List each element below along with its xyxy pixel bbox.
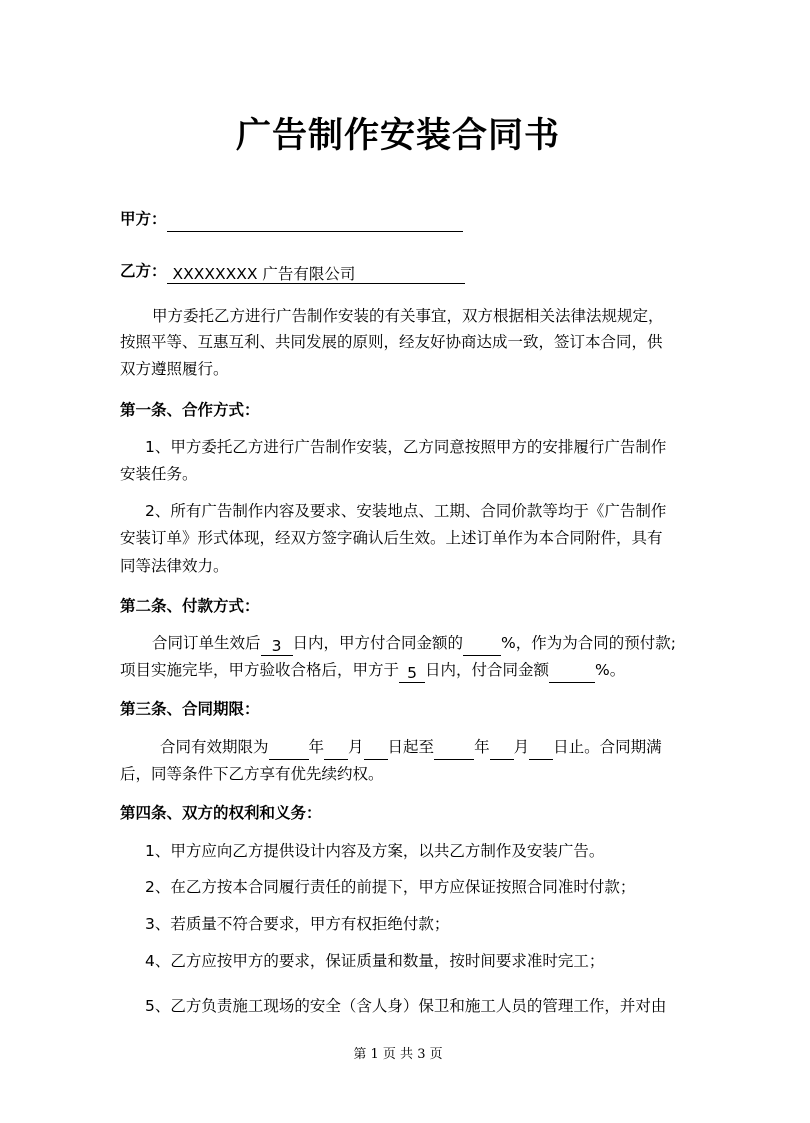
final-days-field: 5 <box>399 664 425 683</box>
section-1-item-2-line-2: 安装订单》形式体现，经双方签字确认后生效。上述订单作为本合同附件，具有 <box>120 529 663 547</box>
term-text-from: 日起至 <box>387 738 435 756</box>
section-2-heading: 第二条、付款方式： <box>120 597 260 615</box>
start-month-unit: 月 <box>348 738 364 756</box>
section-3-heading: 第三条、合同期限： <box>120 700 260 718</box>
section-4-item-1: 1、甲方应向乙方提供设计内容及方案，以共乙方制作及安装广告。 <box>145 842 605 860</box>
advance-days-field: 3 <box>261 637 293 656</box>
intro-line-3: 双方遵照履行。 <box>120 360 229 378</box>
payment-text-5: 日内，付合同金额 <box>425 661 550 679</box>
end-year-unit: 年 <box>474 738 490 756</box>
end-month-unit: 月 <box>513 738 530 756</box>
payment-text-6: %。 <box>595 661 626 679</box>
party-b-field: XXXXXXXX 广告有限公司 <box>167 265 465 284</box>
section-4-item-4: 4、乙方应按甲方的要求，保证质量和数量，按时间要求准时完工； <box>145 952 605 970</box>
term-text-1: 合同有效期限为 <box>160 738 269 756</box>
payment-text-1: 合同订单生效后 <box>152 634 261 652</box>
document-title: 广告制作安装合同书 <box>235 116 560 156</box>
final-percent-field <box>549 682 595 683</box>
intro-line-2: 按照平等、互惠互利、共同发展的原则，经友好协商达成一致，签订本合同，供 <box>120 333 663 351</box>
section-1-heading: 第一条、合作方式： <box>120 401 260 419</box>
party-b-label: 乙方： <box>120 262 167 280</box>
section-2-line-1 <box>152 630 676 656</box>
section-3-line-1 <box>160 734 662 760</box>
term-text-end: 日止。合同期满 <box>553 738 662 756</box>
section-1-item-2-line-1: 2、所有广告制作内容及要求、安装地点、工期、合同价款等均于《广告制作 <box>145 502 667 520</box>
party-a-row <box>120 206 463 232</box>
section-4-item-5: 5、乙方负责施工现场的安全（含人身）保卫和施工人员的管理工作，并对由 <box>145 997 667 1015</box>
party-b-row <box>120 258 465 284</box>
page-footer: 第 1 页 共 3 页 <box>353 1047 443 1062</box>
advance-percent-field <box>463 655 501 656</box>
start-month-field <box>324 759 348 760</box>
party-a-field <box>167 231 463 232</box>
start-year-unit: 年 <box>308 738 325 756</box>
section-3-line-2: 后，同等条件下乙方享有优先续约权。 <box>120 765 384 783</box>
section-1-item-1-line-1: 1、甲方委托乙方进行广告制作安装，乙方同意按照甲方的安排履行广告制作 <box>145 438 667 456</box>
section-4-item-2: 2、在乙方按本合同履行责任的前提下，甲方应保证按照合同准时付款； <box>145 878 636 896</box>
payment-text-2: 日内，甲方付合同金额的 <box>292 634 464 652</box>
section-1-item-2-line-3: 同等法律效力。 <box>120 557 229 575</box>
end-day-field <box>529 759 553 760</box>
section-4-item-3: 3、若质量不符合要求，甲方有权拒绝付款； <box>145 915 450 933</box>
end-year-field <box>434 759 474 760</box>
section-1-item-1-line-2: 安装任务。 <box>120 465 198 483</box>
start-day-field <box>364 759 388 760</box>
payment-text-3: %，作为为合同的预付款; <box>501 634 676 652</box>
end-month-field <box>490 759 514 760</box>
payment-text-4: 项目实施完毕，甲方验收合格后，甲方于 <box>120 661 400 679</box>
intro-line-1: 甲方委托乙方进行广告制作安装的有关事宜，双方根据相关法律法规规定， <box>152 307 664 325</box>
party-a-label: 甲方： <box>120 210 167 228</box>
start-year-field <box>269 759 309 760</box>
section-4-heading: 第四条、双方的权利和义务： <box>120 804 322 822</box>
section-2-line-2 <box>120 657 625 683</box>
